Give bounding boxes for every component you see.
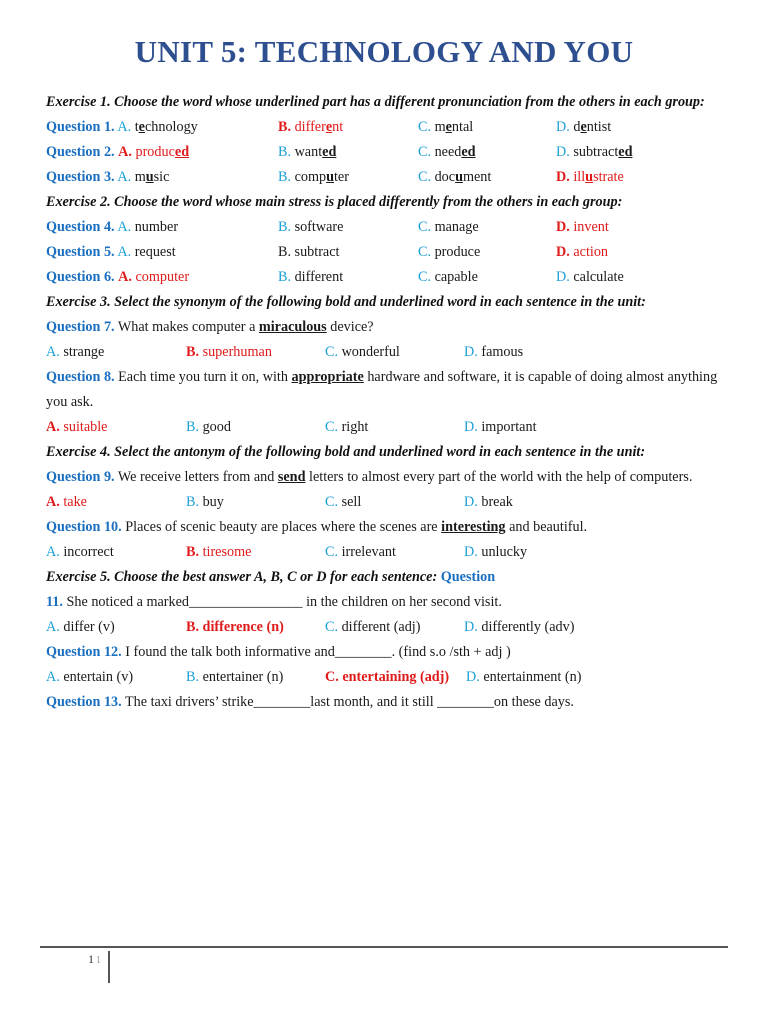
- option-c: mental: [434, 119, 474, 135]
- question-12-stem: Question 12. I found the talk both informative and________. (find s.o /sth + adj ): [46, 644, 511, 660]
- question-label: Question 1.: [46, 119, 115, 135]
- question-5: Question 5. A. request B. subtract C. produce D. action: [46, 244, 609, 260]
- key-word: miraculous: [258, 319, 327, 335]
- option-d: action: [573, 244, 609, 260]
- option-a: number: [134, 219, 179, 235]
- footer-rule: [40, 946, 728, 948]
- option-b: different: [294, 269, 344, 285]
- option-b: superhuman: [202, 344, 272, 360]
- option-b: B. subtract: [278, 244, 340, 260]
- question-12-options: A. entertain (v) B. entertainer (n) C. entertaining (adj) D. entertainment (n): [46, 669, 582, 685]
- option-a: suitable: [63, 419, 108, 435]
- option-c: needed: [434, 144, 476, 160]
- option-a: computer: [135, 269, 190, 285]
- question-11-stem: 11. She noticed a marked________________ in the children on her second visit.: [46, 594, 502, 610]
- page-title: UNIT 5: TECHNOLOGY AND YOU: [134, 34, 634, 69]
- option-a: strange: [63, 344, 105, 360]
- question-3: Question 3. A. music B. computer C. document D. illustrate: [46, 169, 624, 185]
- option-b: different: [294, 119, 344, 135]
- option-d: calculate: [573, 269, 624, 285]
- option-d: dentist: [573, 119, 612, 135]
- question-8-stem: Question 8. Each time you turn it on, with appropriate hardware and software, it is capable of doing almost anything you ask.: [46, 369, 718, 410]
- option-a: music: [134, 169, 170, 185]
- question-label: Question 2.: [46, 144, 115, 160]
- option-c: produce: [434, 244, 481, 260]
- footer-divider: [108, 951, 110, 983]
- option-b: software: [294, 219, 344, 235]
- exercise-5-instruction: Exercise 5. Choose the best answer A, B, C or D for each sentence: Question: [46, 569, 496, 585]
- option-c: manage: [434, 219, 479, 235]
- page-number-ghost: 1: [96, 955, 101, 966]
- option-b: wanted: [294, 144, 337, 160]
- key-word: send: [277, 469, 306, 485]
- question-10-stem: Question 10. Places of scenic beauty are places where the scenes are interesting and beautiful.: [46, 519, 588, 535]
- option-b: buy: [202, 494, 224, 510]
- option-c: different (adj): [341, 619, 421, 635]
- question-2: Question 2. A. produced B. wanted C. needed D. subtracted: [46, 144, 633, 160]
- option-d: invent: [573, 219, 609, 235]
- option-b: B. difference (n): [186, 619, 284, 635]
- key-word: appropriate: [291, 369, 364, 385]
- option-a: incorrect: [63, 544, 114, 560]
- option-b: tiresome: [202, 544, 252, 560]
- option-c: capable: [434, 269, 478, 285]
- option-d: famous: [481, 344, 524, 360]
- option-a: entertain (v): [63, 669, 134, 685]
- key-word: interesting: [441, 519, 506, 535]
- question-1: Question 1. A. technology B. different C. mental D. dentist: [46, 119, 612, 135]
- option-c: document: [434, 169, 492, 185]
- exercise-4-instruction: Exercise 4. Select the antonym of the following bold and underlined word in each sentence in the unit:: [46, 444, 646, 460]
- option-d: entertainment (n): [483, 669, 582, 685]
- option-d: break: [481, 494, 513, 510]
- option-b: entertainer (n): [202, 669, 284, 685]
- question-7-options: A. strange B. superhuman C. wonderful D. famous: [46, 344, 524, 360]
- option-d: illustrate: [573, 169, 624, 185]
- question-4: Question 4. A. number B. software C. manage D. invent: [46, 219, 609, 235]
- exercise-3-instruction: Exercise 3. Select the synonym of the following bold and underlined word in each sentence in the unit:: [46, 294, 646, 310]
- option-b: computer: [294, 169, 349, 185]
- question-9-stem: Question 9. We receive letters from and send letters to almost every part of the world with the help of computers.: [46, 469, 693, 485]
- question-label: Question 3.: [46, 169, 115, 185]
- option-d: unlucky: [481, 544, 528, 560]
- exercise-1-instruction: Exercise 1. Choose the word whose underlined part has a different pronunciation from the others in each group:: [46, 94, 705, 110]
- option-b: good: [202, 419, 231, 435]
- question-13-stem: Question 13. The taxi drivers’ strike________last month, and it still ________on these days.: [46, 694, 574, 710]
- option-c: C. entertaining (adj): [325, 669, 450, 685]
- option-a: request: [134, 244, 176, 260]
- worksheet: [46, 90, 726, 715]
- option-d: subtracted: [573, 144, 633, 160]
- question-10-options: A. incorrect B. tiresome C. irrelevant D. unlucky: [46, 544, 528, 560]
- question-11-options: A. differ (v) B. difference (n) C. different (adj) D. differently (adv): [46, 619, 575, 635]
- question-6: Question 6. A. computer B. different C. capable D. calculate: [46, 269, 624, 285]
- exercise-2-instruction: Exercise 2. Choose the word whose main stress is placed differently from the others in each group:: [46, 194, 623, 210]
- option-a: differ (v): [63, 619, 115, 635]
- question-9-options: A. take B. buy C. sell D. break: [46, 494, 513, 510]
- question-7-stem: Question 7. What makes computer a miraculous device?: [46, 319, 374, 335]
- option-c: right: [341, 419, 369, 435]
- option-d: differently (adv): [481, 619, 575, 635]
- option-c: irrelevant: [341, 544, 396, 560]
- option-a: technology: [134, 119, 198, 135]
- page-number: 1: [88, 952, 94, 966]
- option-d: important: [481, 419, 537, 435]
- option-c: wonderful: [341, 344, 400, 360]
- option-a: take: [63, 494, 87, 510]
- question-8-options: A. suitable B. good C. right D. important: [46, 419, 537, 435]
- option-c: sell: [341, 494, 362, 510]
- option-a: produced: [135, 144, 190, 160]
